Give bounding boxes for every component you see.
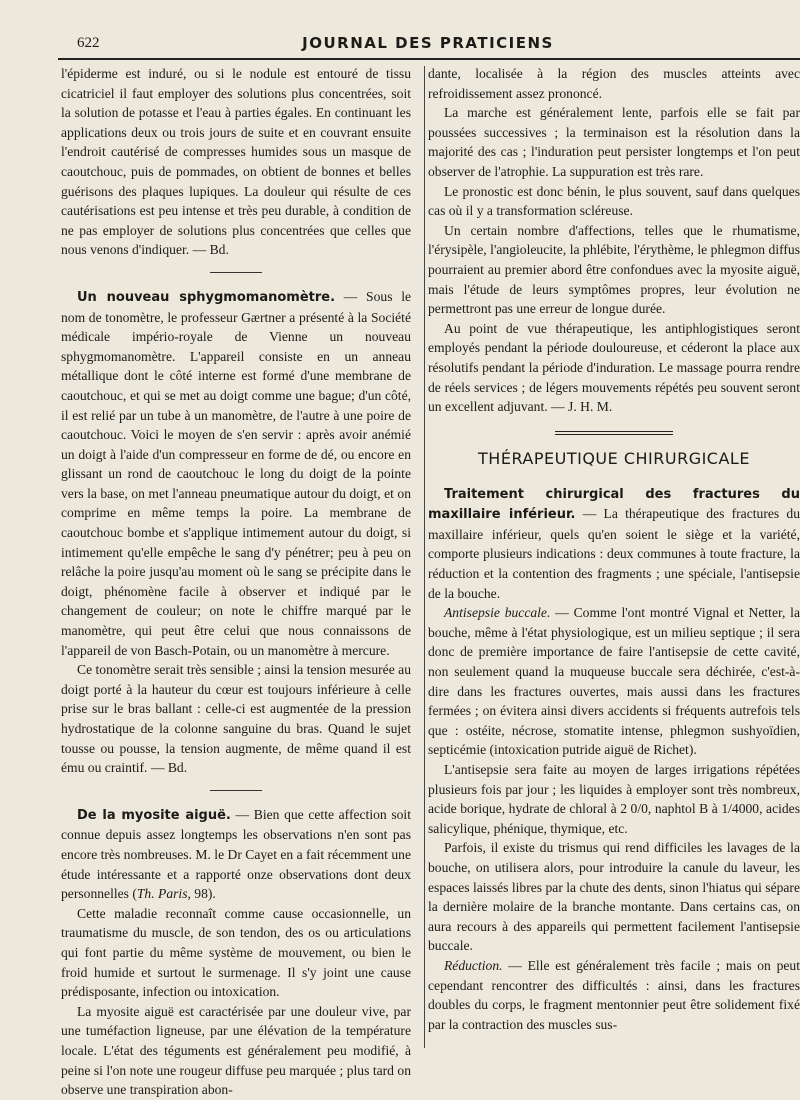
reduction-text-1: — Elle est généralement très facile ; mais on peut cependant rencontrer des difficultés : ainsi, dans les fractures doubles du corps, le fragment mentonnier peut être solidement fixé par la contraction des muscles sus- [428,957,800,1032]
antisepsie-paragraph-1 [428,603,800,760]
antisepsie-label: Antisepsie buccale. [444,605,551,621]
lupus-paragraph-end: l'épiderme est induré, ou si le nodule est entouré de tissu cicatriciel il faut employer des solutions plus concentrées, soit la solution de potasse et l'eau à parties égales. En continuant les applications deux ou trois jours de suite et en couvrant ensuite l'endroit cautérisé de compresses humides sous un masque de caoutchouc, puis de pommades, on obtient de bonnes et belles guérisons des plaques lupiques. La douleur qui résulte de ces cautérisations est peu intense et très peu durable, à condition de ne pas employer de solutions plus concentrées que celles que nous venons d'indiquer. — Bd. [61,66,411,258]
sphygmo-paragraph-1 [61,287,411,660]
fractures-article-title: Traitement chirurgical des fractures du maxillaire inférieur. [428,486,800,523]
section-heading: THÉRAPEUTIQUE CHIRURGICALE [478,448,750,468]
page-header [56,30,800,58]
sphygmo-paragraph-2: Ce tonomètre serait très sensible ; ainsi la tension mesurée au doigt porté à la hauteur du cœur est toujours inférieure à celle prise sur le bras ballant : celle-ci est augmentée de la pression hydrostatique de la colonne sanguine du bras. Quand le sujet tousse ou pousse, la tension augmente, de même quand il est ému ou craintif. — Bd. [61,662,411,776]
section-heading-block [428,431,800,468]
myosite-reference: Th. Paris [136,886,188,902]
column-divider [424,66,425,1048]
article-separator [210,272,262,273]
antisepsie-paragraph-2: L'antisepsie sera faite au moyen de larges irrigations répétées plusieurs fois par jour ; les liquides à employer sont très nombreux, acide borique, hydrate de chloral à 2 0/0, naphtol B à 1/4000, acides salicylique, phénique, thymique, etc. [428,762,800,836]
reduction-label: Réduction. [444,957,503,973]
myosite-paragraph-1 [61,805,411,904]
fractures-paragraph-1 [428,484,800,604]
myosite-paragraph-2: Cette maladie reconnaît comme cause occasionnelle, un traumatisme du muscle, de son tendon, des os ou articulations qui font partie du même système de mouvement, ou bien le froid humide et surtout le surmenage. Il s'y joint une cause prédisposante, infection ou intoxication. [61,905,411,1000]
myosite-marche: La marche est généralement lente, parfois elle se fait par poussées successives ; la terminaison est la résolution dans la majorité des cas ; l'induration peut persister longtemps et l'on peut observer de l'atrophie. La suppuration est très rare. [428,105,800,179]
right-column [428,64,800,1034]
myosite-text-1b: , 98). [187,886,216,902]
myosite-pronostic: Le pronostic est donc bénin, le plus souvent, sauf dans quelques cas où il y a transformation scléreuse. [428,183,800,219]
left-column [61,64,411,1100]
section-double-rule [555,431,673,435]
journal-title: JOURNAL DES PRATICIENS [302,34,554,52]
reduction-paragraph-1 [428,956,800,1034]
page-number: 622 [77,35,100,51]
myosite-diagnostic: Un certain nombre d'affections, telles que le rhumatisme, l'érysipèle, l'angioleucite, la phlébite, l'érythème, le phlegmon diffus pourraient au premier abord être confondues avec la myosite aiguë, mais l'étude de leurs symptômes propres, leur évolution ne permettront pas une erreur de longue durée. [428,222,800,317]
header-rule [58,58,800,60]
myosite-continued: dante, localisée à la région des muscles atteints avec refroidissement assez prononcé. [428,66,800,101]
myosite-article-title: De la myosite aiguë. [77,807,231,823]
myosite-therapeutique: Au point de vue thérapeutique, les antiphlogistiques seront employés pendant la période douloureuse, et céderont la place aux résolutifs pendant la période d'induration. Le massage pourra rendre de réels services ; de légers mouvements répétés peu souvent seront un excellent adjuvant. — J. H. M. [428,320,800,415]
antisepsie-text-1: — Comme l'ont montré Vignal et Netter, la bouche, même à l'état physiologique, est un milieu septique ; il sera donc de première importance de faire l'antisepsie de cette cavité, non seulement quand la muqueuse buccale sera déchirée, c'est-à-dire dans les fractures ouvertes, mais aussi dans les fractures fermées ; on évitera ainsi divers accidents si fréquents autrefois tels que : ostéite, nécrose, stomatite intense, phlegmon sushyoïdien, septicémie (intoxication putride aiguë de Richet). [428,605,800,758]
antisepsie-paragraph-3: Parfois, il existe du trismus qui rend difficiles les lavages de la bouche, on utilisera alors, pour introduire la canule du laveur, les espaces laissés libres par la chute des dents, sinon l'hiatus qui sépare la dernière molaire de la branche montante. Dans certains cas, on aura recours à des appareils qui permettent facilement l'antisepsie buccale. [428,840,800,954]
sphygmo-text-1: — Sous le nom de tonomètre, le professeur Gærtner a présenté à la Société médicale império-royale de Vienne un nouveau sphygmomanomètre. L'appareil consiste en un anneau métallique dont le côté interne est formé d'une membrane de caoutchouc, et qui se met au doigt comme une bague; d'un côté, il est relié par un tube à un manomètre, de l'autre à une poire de caoutchouc. Voici le moyen de s'en servir : après avoir anémié un doigt à l'aide d'un compresseur en forme de dé, ou encore en glissant un rond de caoutchouc le long du doigt de la pointe vers la base, on met l'anneau pneumatique autour du doigt, et on comprime en même temps la poire. La membrane de caoutchouc bombe et s'applique intimement autour du doigt, si intimement qu'elle empêche le sang d'y pénétrer; peu à peu on relâche la poire jusqu'au moment où le sang se précipite dans le doigt, phénomène facile à observer et indiqué par le changement de couleur; on note le chiffre marqué par le manomètre, qui peut être celui que nous connaissons de l'appareil de von Basch-Potain, ou un manomètre à mercure. [61,288,411,658]
article-separator [210,790,262,791]
myosite-paragraph-3: La myosite aiguë est caractérisée par une douleur vive, par une tuméfaction ligneuse, par une élévation de la température locale. L'état des téguments est généralement peu modifié, à peine si l'on note une rougeur diffuse peu marquée ; plus tard on observe une transpiration abon- [61,1003,411,1098]
fractures-text-1: — La thérapeutique des fractures du maxillaire inférieur, quels qu'en soient le siège et la variété, comporte plusieurs indications : deux communes à toute fracture, la réduction et la contention des fragments ; une spéciale, l'antisepsie de la bouche. [428,506,800,601]
myosite-text-1a: — Bien que cette affection soit connue depuis assez longtemps les observations n'en sont pas encore très nombreuses. M. le Dr Cayet en a fait récemment une étude intéressante et a rapporté onze observations dont deux personnelles ( [61,806,411,902]
sphygmo-article-title: Un nouveau sphygmomanomètre. [77,289,336,305]
